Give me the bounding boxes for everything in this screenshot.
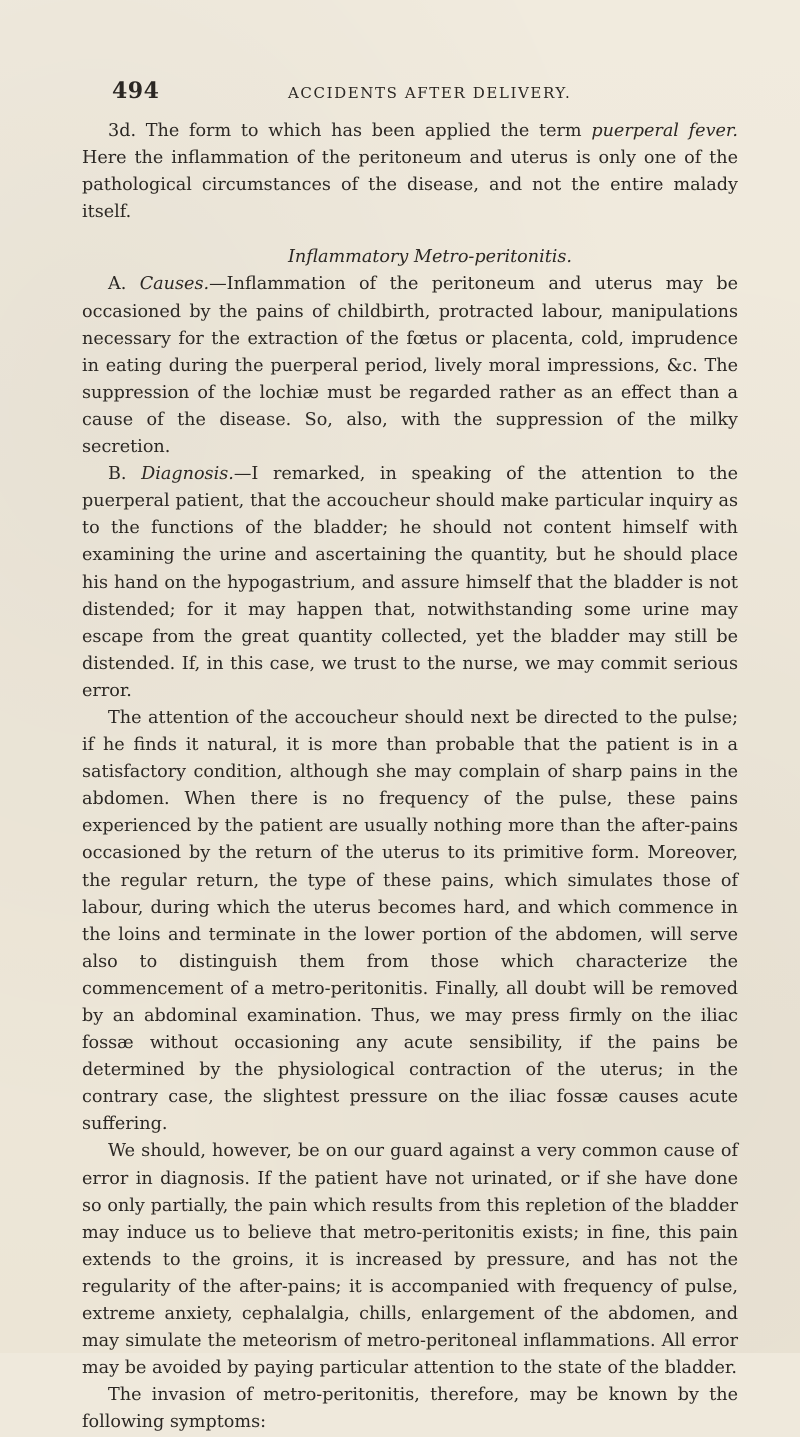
paragraph-invasion: The invasion of metro-peritonitis, therefore, may be known by the following symptoms: bbox=[82, 1385, 738, 1433]
diagnosis-label-italic: Diagnosis. bbox=[141, 464, 234, 485]
page-number: 494 bbox=[112, 78, 160, 104]
paragraph-causes bbox=[82, 271, 738, 461]
running-head bbox=[112, 80, 738, 104]
diagnosis-label: B. bbox=[108, 464, 142, 485]
paragraph-pulse: The attention of the accoucheur should next be directed to the pulse; if he finds it natural, it is more than probable that the patient is in a satisfactory condition, although she may complain of sharp pains in the abdomen. When there is no frequency of the pulse, these pains experienced by the patient are usually nothing more than the after-pains occasioned by the return of the uterus to its primitive form. Moreover, the regular return, the type of these pains, which simulates those of labour, during which the uterus becomes hard, and which commence in the loins and terminate in the lower portion of the abdomen, will serve also to distinguish them from those which characterize the commencement of a metro-peritonitis. Finally, all doubt will be removed by an abdominal examination. Thus, we may press firmly on the iliac fossæ without occasioning any acute sensibility, if the pains be determined by the physiological contraction of the uterus; in the contrary case, the slightest pressure on the iliac fossæ causes acute suffering. bbox=[82, 707, 738, 1135]
body-text bbox=[82, 118, 738, 1437]
paragraph-guard: We should, however, be on our guard against a very common cause of error in diagnosis. If the patient have not urinated, or if she have done so only partially, the pain which results from this repletion of the bladder may induce us to believe that metro-peritonitis exists; in fine, this pain extends to the groins, it is increased by pressure, and has not the regularity of the after-pains; it is accompanied with frequency of pulse, extreme anxiety, cephalalgia, chills, enlargement of the abdomen, and may simulate the meteorism of metro-peritoneal inflammations. All error may be avoided by paying particular attention to the state of the bladder. bbox=[82, 1141, 738, 1379]
intro-lead: 3d. The form to which has been applied the term bbox=[108, 121, 592, 141]
section-heading: Inflammatory Metro-peritonitis. bbox=[287, 247, 573, 268]
causes-label-italic: Causes. bbox=[139, 274, 210, 295]
causes-label: A. bbox=[108, 274, 140, 295]
intro-term: puerperal fever. bbox=[591, 121, 738, 141]
paragraph-diagnosis bbox=[82, 461, 738, 705]
causes-text: —Inflammation of the peritoneum and uterus may be occasioned by the pains of childbirth, protracted labour, manipulations necessary for the extraction of the fœtus or placenta, cold, imprudence in eating during the puerperal period, lively moral impressions, &c. The suppression of the lochiæ must be regarded rather as an effect than a cause of the disease. So, also, with the suppression of the milky secretion. bbox=[82, 274, 738, 458]
intro-rest: Here the inflammation of the peritoneum and uterus is only one of the pathological circumstances of the disease, and not the entire malady itself. bbox=[82, 148, 738, 223]
paragraph-puerperal-fever bbox=[82, 118, 738, 226]
running-title: ACCIDENTS AFTER DELIVERY. bbox=[288, 84, 572, 102]
diagnosis-text: —I remarked, in speaking of the attention to the puerperal patient, that the accoucheur should make particular inquiry as to the functions of the bladder; he should not content himself with examining the urine and ascertaining the quantity, but he should place his hand on the hypogastrium, and assure himself that the bladder is not distended; for it may happen that, notwithstanding some urine may escape from the great quantity collected, yet the bladder may still be distended. If, in this case, we trust to the nurse, we may commit serious error. bbox=[82, 464, 738, 701]
